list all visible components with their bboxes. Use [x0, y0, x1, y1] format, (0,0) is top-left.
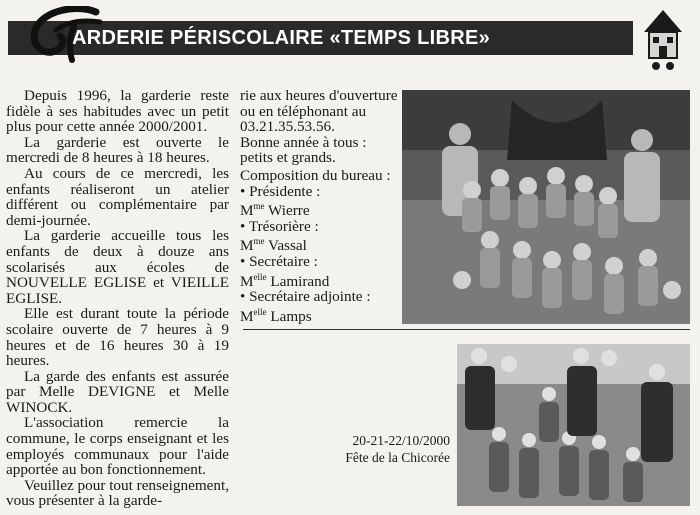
garderie-logo: [26, 6, 108, 64]
group-photo-adults: [457, 344, 690, 506]
bureau-member: $M^{me}$ Vassal: [240, 236, 307, 255]
bureau-member: $M^{me}$ Wierre: [240, 201, 310, 220]
bureau-role: • Secrétaire adjointe :: [240, 288, 371, 306]
article-title: ARDERIE PÉRISCOLAIRE «TEMPS LIBRE»: [72, 27, 491, 49]
caption-date: 20-21-22/10/2000: [352, 433, 450, 448]
bureau-member: $M^{elle}$ Lamps: [240, 306, 312, 325]
article-column-2: [240, 88, 402, 325]
bureau-title: Composition du bureau :: [240, 166, 391, 184]
paragraph: Elle est durant toute la période scolaire ouverte de 7 heures à 9 heures et de 16 heures 30 à 19 heures.: [6, 305, 229, 370]
paragraph: Au cours de ce mercredi, les enfants réaliseront un atelier différent ou complémentaire par demi-journée.: [6, 164, 229, 229]
caption-event: Fête de la Chicorée: [345, 450, 450, 465]
paragraph: La garderie accueille tous les enfants de deux à douze ans scolarisés aux écoles de NOUVELLE EGLISE et VIEILLE EGLISE.: [6, 227, 229, 307]
paragraph: La garde des enfants est assurée par Melle DEVIGNE et Melle WINOCK.: [6, 367, 229, 416]
paragraph: L'association remercie la commune, le corps enseignant et les employés communaux pour l'aide apportée au bon fonctionnement.: [6, 414, 229, 479]
paragraph: Veuillez pour tout renseignement, vous présenter à la garde-: [6, 476, 229, 510]
phone-paragraph: rie aux heures d'ouverture ou en téléphonant au 03.21.35.53.56.: [240, 87, 398, 136]
group-photo-children: [402, 90, 690, 324]
bureau-role: • Présidente :: [240, 182, 321, 200]
bureau-role: • Secrétaire :: [240, 253, 318, 271]
greeting: Bonne année à tous : petits et grands.: [240, 133, 367, 167]
bureau-list: [240, 184, 402, 325]
section-divider: [243, 329, 690, 330]
bureau-member: $M^{elle}$ Lamirand: [240, 271, 330, 290]
paragraph: Depuis 1996, la garderie reste fidèle à ses habitudes avec un petit plus pour cette année 2000/2001.: [6, 87, 229, 136]
paragraph: La garderie est ouverte le mercredi de 8 heures à 18 heures.: [6, 133, 229, 167]
article-column-1: [6, 88, 229, 509]
bureau-role: • Trésorière :: [240, 217, 319, 235]
house-icon: [640, 2, 686, 72]
photo-caption: [332, 432, 450, 466]
